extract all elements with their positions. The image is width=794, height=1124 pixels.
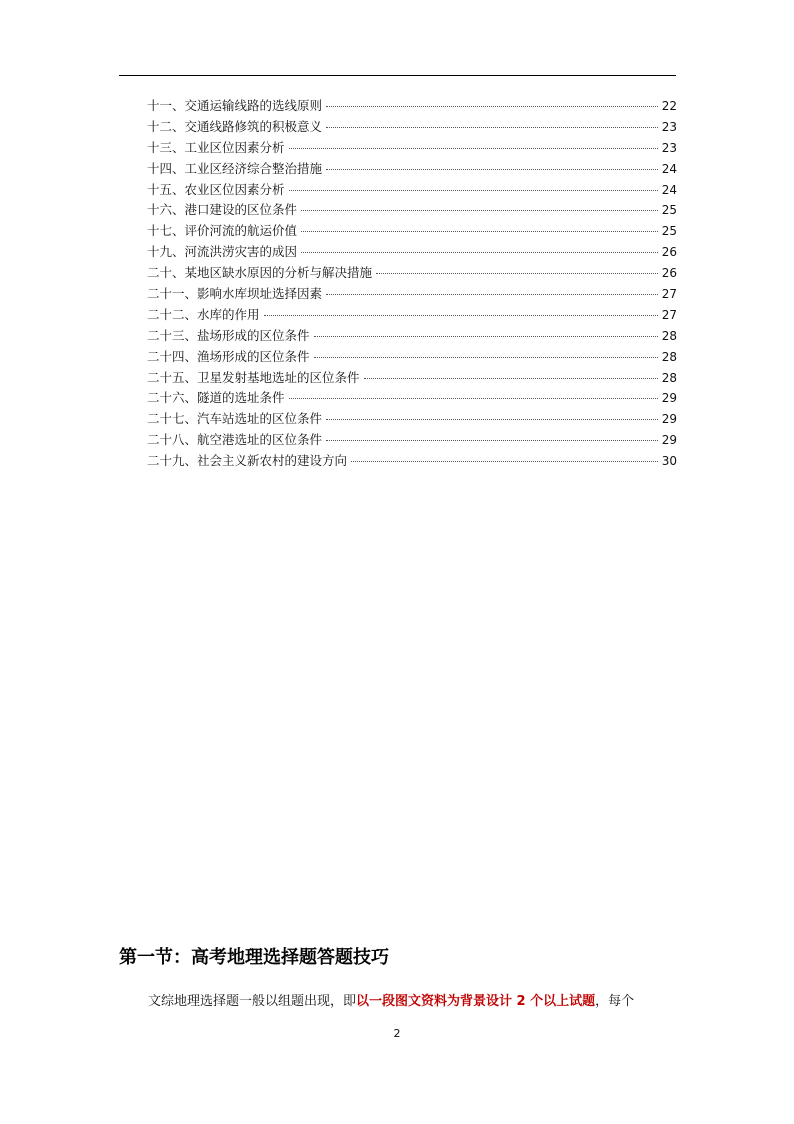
toc-entry[interactable] (147, 96, 677, 117)
toc-entry[interactable] (147, 242, 677, 263)
toc-dot-leader (301, 252, 658, 253)
toc-entry[interactable] (147, 284, 677, 305)
toc-dot-leader (301, 210, 658, 211)
intro-paragraph (148, 990, 688, 1009)
toc-entry-page: 30 (661, 454, 677, 469)
toc-entry-title: 十三、工业区位因素分析 (147, 139, 285, 155)
toc-entry-title: 二十五、卫星发射基地选址的区位条件 (147, 369, 360, 385)
toc-entry-page: 23 (661, 140, 677, 155)
toc-dot-leader (289, 398, 658, 399)
toc-entry-page: 24 (661, 182, 677, 197)
intro-highlight: 以一段图文资料为背景设计 2 个以上试题 (356, 994, 596, 1009)
toc-entry[interactable] (147, 451, 677, 472)
toc-entry[interactable] (147, 326, 677, 347)
toc-entry-page: 28 (661, 349, 677, 364)
toc-entry[interactable] (147, 138, 677, 159)
intro-text-after: ，每个 (595, 994, 635, 1009)
toc-entry-page: 28 (661, 328, 677, 343)
toc-dot-leader (289, 148, 658, 149)
toc-dot-leader (351, 461, 658, 462)
toc-entry-page: 26 (661, 266, 677, 281)
toc-entry-page: 25 (661, 203, 677, 218)
toc-entry-title: 二十四、渔场形成的区位条件 (147, 348, 310, 364)
toc-dot-leader (301, 231, 658, 232)
toc-entry-page: 25 (661, 224, 677, 239)
toc-entry-title: 二十三、盐场形成的区位条件 (147, 327, 310, 343)
toc-dot-leader (326, 106, 658, 107)
toc-entry-page: 27 (661, 307, 677, 322)
toc-entry-title: 二十九、社会主义新农村的建设方向 (147, 453, 348, 469)
toc-entry-page: 22 (661, 99, 677, 113)
toc-entry-page: 28 (661, 370, 677, 385)
toc-entry-title: 二十七、汽车站选址的区位条件 (147, 411, 323, 427)
toc-entry-title: 二十八、航空港选址的区位条件 (147, 432, 323, 448)
toc-dot-leader (314, 336, 658, 337)
toc-entry[interactable] (147, 368, 677, 389)
toc-entry[interactable] (147, 263, 677, 284)
intro-text-before: 文综地理选择题一般以组题出现，即 (148, 994, 357, 1009)
toc-dot-leader (314, 357, 658, 358)
toc-entry-page: 29 (661, 433, 677, 448)
toc-entry-title: 二十六、隧道的选址条件 (147, 390, 285, 406)
toc-dot-leader (326, 440, 658, 441)
toc-entry-title: 二十二、水库的作用 (147, 306, 260, 322)
toc-entry-page: 26 (661, 245, 677, 260)
toc-entry[interactable] (147, 200, 677, 221)
page-number: 2 (393, 1027, 401, 1040)
toc-entry-title: 十四、工业区经济综合整治措施 (147, 160, 323, 176)
section-heading: 第一节：高考地理选择题答题技巧 (119, 947, 389, 968)
toc-entry[interactable] (147, 159, 677, 180)
toc-entry-title: 十二、交通线路修筑的积极意义 (147, 118, 323, 134)
toc-entry-page: 29 (661, 391, 677, 406)
toc-entry[interactable] (147, 347, 677, 368)
toc-entry[interactable] (147, 117, 677, 138)
toc-dot-leader (326, 127, 658, 128)
toc-entry-title: 十九、河流洪涝灾害的成因 (147, 244, 298, 260)
toc-dot-leader (364, 378, 658, 379)
toc-entry[interactable] (147, 409, 677, 430)
toc-entry[interactable] (147, 305, 677, 326)
toc-entry-page: 27 (661, 287, 677, 302)
table-of-contents (147, 96, 677, 472)
toc-dot-leader (376, 273, 658, 274)
toc-entry-title: 二十、某地区缺水原因的分析与解决措施 (147, 265, 373, 281)
toc-entry-title: 十六、港口建设的区位条件 (147, 202, 298, 218)
toc-dot-leader (289, 190, 658, 191)
toc-dot-leader (326, 169, 658, 170)
toc-entry-page: 29 (661, 412, 677, 427)
toc-entry[interactable] (147, 388, 677, 409)
toc-entry[interactable] (147, 430, 677, 451)
toc-entry-page: 23 (661, 119, 677, 134)
toc-entry-title: 十七、评价河流的航运价值 (147, 223, 298, 239)
toc-dot-leader (264, 315, 658, 316)
toc-entry[interactable] (147, 180, 677, 201)
toc-entry-page: 24 (661, 161, 677, 176)
toc-entry-title: 二十一、影响水库坝址选择因素 (147, 286, 323, 302)
toc-dot-leader (326, 419, 658, 420)
toc-entry-title: 十一、交通运输线路的选线原则 (147, 98, 323, 113)
toc-entry[interactable] (147, 221, 677, 242)
toc-entry-title: 十五、农业区位因素分析 (147, 181, 285, 197)
toc-dot-leader (326, 294, 658, 295)
header-rule (119, 75, 676, 76)
